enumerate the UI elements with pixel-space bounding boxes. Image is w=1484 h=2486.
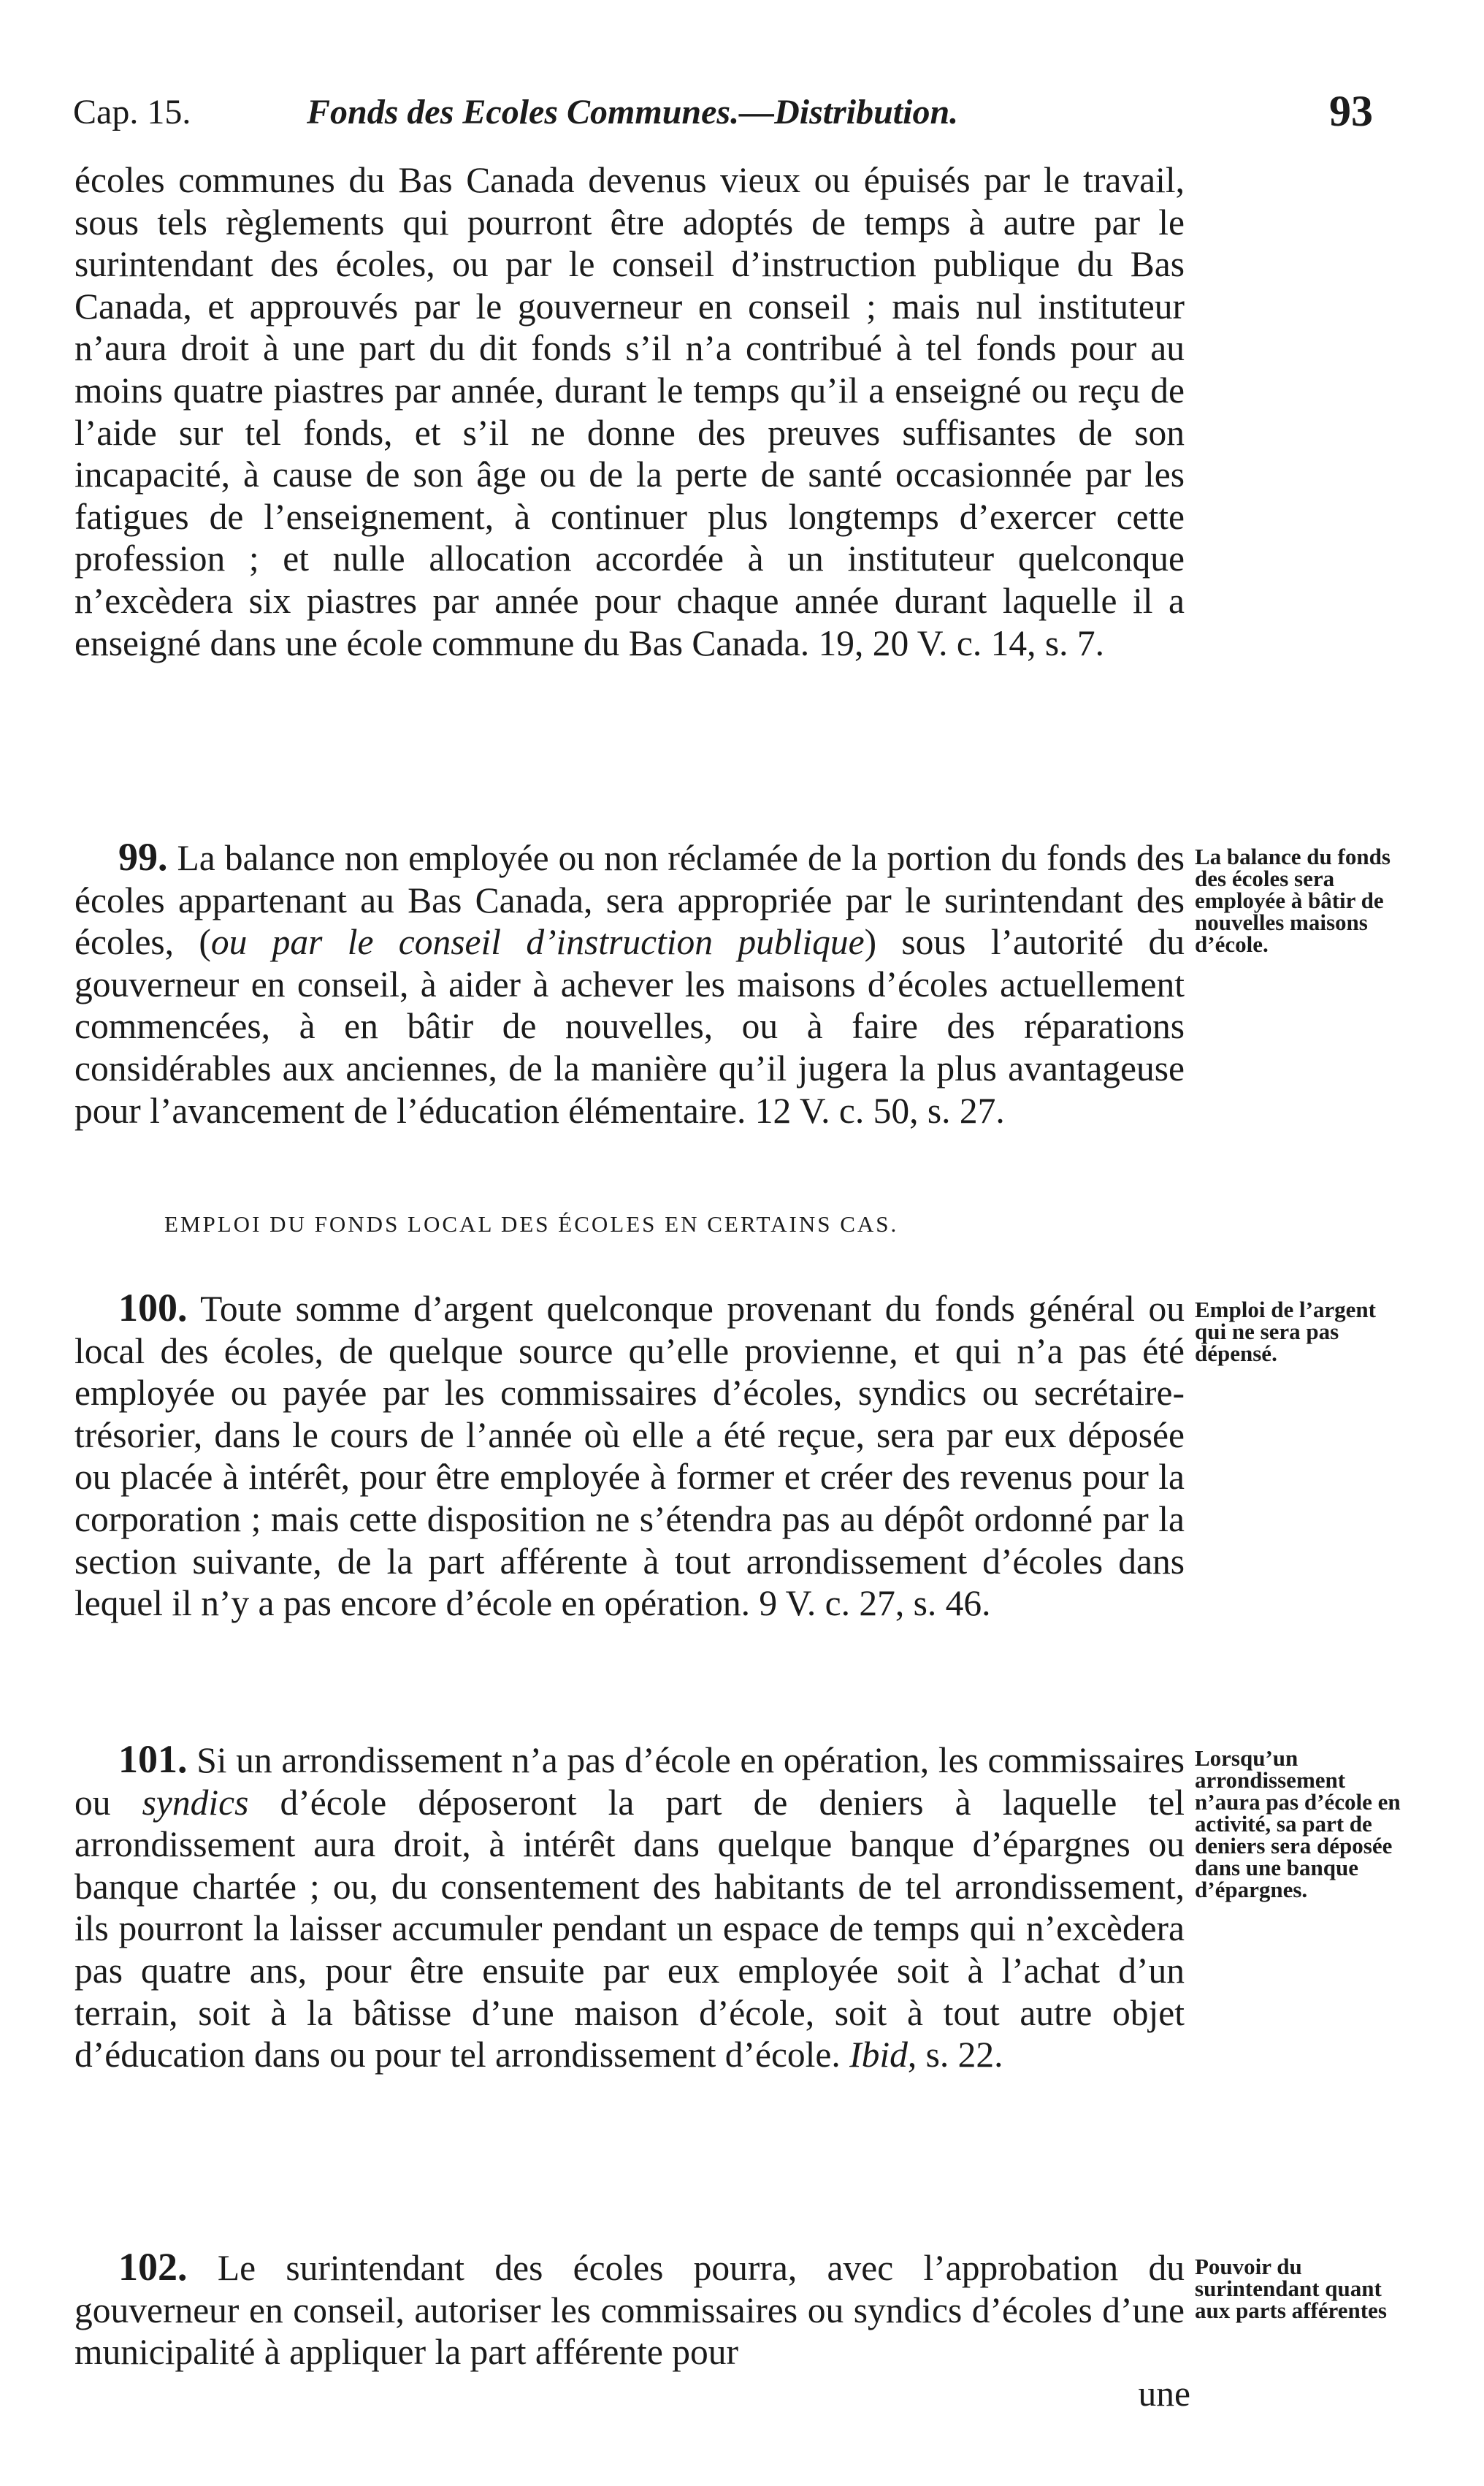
section-number: 100.	[118, 1286, 188, 1330]
section-number: 101.	[118, 1737, 188, 1781]
section-text: La balance non employée ou non réclamée de la portion du fonds des écoles appartenant au Bas Canada, sera appropriée par le surintendant des écoles, (	[74, 838, 1185, 963]
section-text: Toute somme d’argent quelconque provenant du fonds général ou local des écoles, de quelque source qu’elle provienne, et qui n’a pas été employée ou payée par les commissaires d’écoles, syndics ou secrétaire-trésorier, dans le cours de l’année où elle a été reçue, sera par eux déposée ou placée à intérêt, pour être employée à former et créer des revenus pour la corporation ; mais cette disposition ne s’étendra pas au dépôt ordonné par la section suivante, de la part afférente à tout arrondissement d’écoles dans lequel il n’y a pas encore d’école en opération. 9 V. c. 27, s. 46.	[74, 1289, 1185, 1624]
sidenote-101: Lorsqu’un arrondissement n’aura pas d’école en activité, sa part de deniers sera déposée dans une banque d’épargnes.	[1195, 1745, 1401, 1902]
continuation-paragraph	[74, 159, 1185, 664]
page-number: 93	[1329, 87, 1373, 135]
section-number: 99.	[118, 835, 168, 879]
chapter-label: Cap. 15.	[73, 93, 191, 131]
section-text-mid: d’école déposeront la part de deniers à laquelle tel arrondissement aura droit, à intérêt dans quelque banque d’épargnes ou banque chartée ; ou, du consentement des habitants de tel arrondissement, ils pourront la laisser accumuler pendant un espace de temps qui n’excèdera pas quatre ans, pour être ensuite par eux employée soit à l’achat d’un terrain, soit à la bâtisse d’une maison d’école, soit à tout autre objet d’éducation dans ou pour tel arrondissement d’école.	[74, 1782, 1185, 2075]
section-text: Si un arrondissement n’a pas d’école en opération, les commissaires ou	[74, 1740, 1185, 1823]
sidenote-102: Pouvoir du surintendant quant aux parts afférentes	[1195, 2254, 1387, 2323]
running-title: Fonds des Ecoles Communes.—Distribution.	[307, 93, 959, 131]
section-99	[74, 836, 1185, 1132]
sidenote-100: Emploi de l’argent qui ne sera pas dépensé.	[1195, 1297, 1376, 1366]
section-text-end: , s. 22.	[907, 2035, 1003, 2075]
section-italic: ou par le conseil d’instruction publique	[210, 922, 865, 963]
ibid-citation: Ibid	[849, 2035, 908, 2075]
catchword: une	[1138, 2373, 1190, 2414]
section-text: Le surintendant des écoles pourra, avec l’approbation du gouverneur en conseil, autoriser les commissaires ou syndics d’écoles d’une municipalité à appliquer la part afférente pour	[74, 2248, 1185, 2373]
section-heading: EMPLOI DU FONDS LOCAL DES ÉCOLES EN CERTAINS CAS.	[164, 1211, 899, 1237]
running-header	[73, 86, 1373, 137]
section-101	[74, 1739, 1185, 2076]
section-italic: syndics	[142, 1782, 249, 1823]
section-100	[74, 1287, 1185, 1625]
section-102	[74, 2246, 1185, 2373]
sidenote-99: La balance du fonds des écoles sera employée à bâtir de nouvelles maisons d’école.	[1195, 844, 1391, 957]
section-text-end: ) sous l’autorité du gouverneur en conseil, à aider à achever les maisons d’écoles actuellement commencées, à en bâtir de nouvelles, ou à faire des réparations considérables aux anciennes, de la manière qu’il jugera la plus avantageuse pour l’avancement de l’éducation élémentaire. 12 V. c. 50, s. 27.	[74, 922, 1185, 1131]
continuation-text: écoles communes du Bas Canada devenus vieux ou épuisés par le travail, sous tels règlements qui pourront être adoptés de temps à autre par le surintendant des écoles, ou par le conseil d’instruction publique du Bas Canada, et approuvés par le gouverneur en conseil ; mais nul instituteur n’aura droit à une part du dit fonds s’il n’a contribué à tel fonds pour au moins quatre piastres par année, durant le temps qu’il a enseigné ou reçu de l’aide sur tel fonds, et s’il ne donne des preuves suffisantes de son incapacité, à cause de son âge ou de la perte de santé occasionnée par les fatigues de l’enseignement, à continuer plus longtemps d’exercer cette profession ; et nulle allocation accordée à un instituteur quelconque n’excèdera six piastres par année pour chaque année durant laquelle il a enseigné dans une école commune du Bas Canada. 19, 20 V. c. 14, s. 7.	[74, 160, 1185, 663]
section-number: 102.	[118, 2245, 188, 2289]
